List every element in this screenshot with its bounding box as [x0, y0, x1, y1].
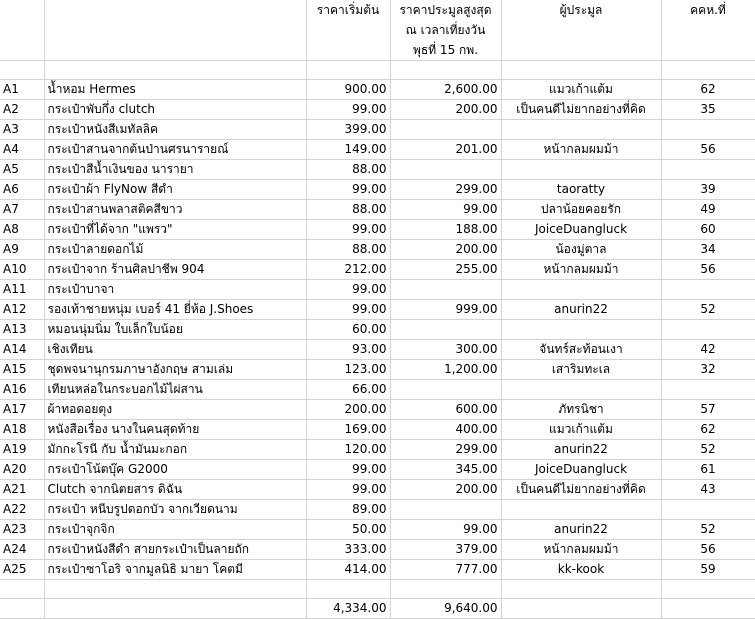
cell-bidder[interactable]	[501, 280, 661, 300]
cell-member-no[interactable]: 60	[661, 220, 755, 240]
cell-start-price[interactable]: 88.00	[306, 240, 390, 260]
empty-cell[interactable]	[44, 599, 306, 619]
cell-top-bid[interactable]: 300.00	[390, 340, 501, 360]
cell-code[interactable]: A13	[0, 320, 44, 340]
header-member-no[interactable]: คคห.ที่	[661, 0, 755, 61]
cell-top-bid[interactable]: 400.00	[390, 420, 501, 440]
cell-start-price[interactable]: 99.00	[306, 180, 390, 200]
empty-cell[interactable]	[306, 61, 390, 80]
table-row	[0, 80, 755, 100]
table-row	[0, 520, 755, 540]
cell-member-no[interactable]: 62	[661, 420, 755, 440]
cell-start-price[interactable]: 99.00	[306, 100, 390, 120]
cell-member-no[interactable]: 62	[661, 80, 755, 100]
cell-top-bid[interactable]: 2,600.00	[390, 80, 501, 100]
cell-code[interactable]: A9	[0, 240, 44, 260]
cell-bidder[interactable]: เป็นคนดีไม่ยากอย่างที่คิด	[501, 480, 661, 500]
cell-bidder[interactable]: จันทร์สะท้อนเงา	[501, 340, 661, 360]
header-cell-item[interactable]	[44, 0, 306, 61]
table-row	[0, 540, 755, 560]
empty-cell[interactable]	[661, 599, 755, 619]
cell-item[interactable]: กระเป๋าหนังสีเมทัลลิค	[44, 120, 306, 140]
cell-item[interactable]: กระเป๋าหนังสีดำ สายกระเป๋าเป็นลายถัก	[44, 540, 306, 560]
cell-code[interactable]: A22	[0, 500, 44, 520]
cell-top-bid[interactable]: 299.00	[390, 440, 501, 460]
cell-item[interactable]: เชิงเทียน	[44, 340, 306, 360]
cell-code[interactable]: A2	[0, 100, 44, 120]
cell-bidder[interactable]: แมวเก้าแต้ม	[501, 80, 661, 100]
table-row	[0, 140, 755, 160]
cell-top-bid[interactable]: 299.00	[390, 180, 501, 200]
cell-code[interactable]: A12	[0, 300, 44, 320]
cell-code[interactable]: A25	[0, 560, 44, 580]
cell-top-bid[interactable]	[390, 380, 501, 400]
header-cell-code[interactable]	[0, 0, 44, 61]
cell-start-price[interactable]: 123.00	[306, 360, 390, 380]
cell-item[interactable]: น้ำหอม Hermes	[44, 80, 306, 100]
cell-top-bid[interactable]: 201.00	[390, 140, 501, 160]
cell-start-price[interactable]: 200.00	[306, 400, 390, 420]
table-row	[0, 300, 755, 320]
cell-item[interactable]: กระเป๋าโน้ตบุ๊ค G2000	[44, 460, 306, 480]
cell-top-bid[interactable]	[390, 500, 501, 520]
table-row	[0, 200, 755, 220]
empty-cell[interactable]	[661, 580, 755, 599]
cell-bidder[interactable]: taoratty	[501, 180, 661, 200]
cell-code[interactable]: A1	[0, 80, 44, 100]
cell-top-bid[interactable]: 99.00	[390, 200, 501, 220]
cell-code[interactable]: A17	[0, 400, 44, 420]
cell-bidder[interactable]: JoiceDuangluck	[501, 460, 661, 480]
cell-code[interactable]: A24	[0, 540, 44, 560]
cell-member-no[interactable]: 42	[661, 340, 755, 360]
cell-bidder[interactable]: anurin22	[501, 440, 661, 460]
cell-member-no[interactable]: 57	[661, 400, 755, 420]
cell-item[interactable]: กระเป๋าพับกึ่ง clutch	[44, 100, 306, 120]
table-row	[0, 260, 755, 280]
cell-start-price[interactable]: 99.00	[306, 220, 390, 240]
total-top-bid[interactable]: 9,640.00	[390, 599, 501, 619]
cell-start-price[interactable]: 333.00	[306, 540, 390, 560]
empty-cell[interactable]	[501, 61, 661, 80]
cell-code[interactable]: A16	[0, 380, 44, 400]
header-row	[0, 0, 755, 61]
cell-bidder[interactable]	[501, 120, 661, 140]
cell-code[interactable]: A6	[0, 180, 44, 200]
cell-member-no[interactable]: 35	[661, 100, 755, 120]
cell-start-price[interactable]: 50.00	[306, 520, 390, 540]
empty-cell[interactable]	[0, 580, 44, 599]
cell-member-no[interactable]: 56	[661, 540, 755, 560]
cell-top-bid[interactable]	[390, 160, 501, 180]
table-row	[0, 500, 755, 520]
cell-code[interactable]: A23	[0, 520, 44, 540]
empty-cell[interactable]	[0, 61, 44, 80]
blank-row	[0, 580, 755, 599]
cell-item[interactable]: กระเป๋าจุกจิก	[44, 520, 306, 540]
cell-member-no[interactable]: 43	[661, 480, 755, 500]
cell-member-no[interactable]: 61	[661, 460, 755, 480]
table-row	[0, 560, 755, 580]
cell-item[interactable]: หนังสือเรื่อง นางในคนสุดท้าย	[44, 420, 306, 440]
cell-start-price[interactable]: 88.00	[306, 200, 390, 220]
table-row	[0, 460, 755, 480]
cell-bidder[interactable]: เสาริมทะเล	[501, 360, 661, 380]
empty-cell[interactable]	[44, 580, 306, 599]
header-top-bid-line2: ณ เวลาเที่ยงวัน	[405, 23, 486, 37]
table-row	[0, 280, 755, 300]
cell-item[interactable]: ชุดพจนานุกรมภาษาอังกฤษ สามเล่ม	[44, 360, 306, 380]
cell-member-no[interactable]	[661, 280, 755, 300]
total-start-price[interactable]: 4,334.00	[306, 599, 390, 619]
empty-cell[interactable]	[0, 599, 44, 619]
cell-top-bid[interactable]	[390, 280, 501, 300]
cell-member-no[interactable]: 56	[661, 260, 755, 280]
cell-member-no[interactable]	[661, 120, 755, 140]
cell-start-price[interactable]: 88.00	[306, 160, 390, 180]
cell-code[interactable]: A20	[0, 460, 44, 480]
cell-item[interactable]: กระเป๋าสีน้ำเงินของ นารายา	[44, 160, 306, 180]
table-row	[0, 180, 755, 200]
cell-code[interactable]: A11	[0, 280, 44, 300]
cell-bidder[interactable]: ปลาน้อยคอยรัก	[501, 200, 661, 220]
cell-code[interactable]: A18	[0, 420, 44, 440]
cell-bidder[interactable]: ภัทรนิชา	[501, 400, 661, 420]
cell-item[interactable]: ผ้าทอดอยตุง	[44, 400, 306, 420]
cell-item[interactable]: เทียนหล่อในกระบอกไม้ไผ่สาน	[44, 380, 306, 400]
cell-code[interactable]: A3	[0, 120, 44, 140]
totals-row	[0, 599, 755, 619]
cell-top-bid[interactable]: 600.00	[390, 400, 501, 420]
table-row	[0, 220, 755, 240]
cell-bidder[interactable]	[501, 160, 661, 180]
cell-top-bid[interactable]: 200.00	[390, 100, 501, 120]
cell-member-no[interactable]: 34	[661, 240, 755, 260]
cell-code[interactable]: A19	[0, 440, 44, 460]
cell-top-bid[interactable]: 777.00	[390, 560, 501, 580]
cell-item[interactable]: กระเป๋าสานจากต้นป่านศรนารายณ์	[44, 140, 306, 160]
cell-code[interactable]: A14	[0, 340, 44, 360]
cell-item[interactable]: หมอนนุ่มนิ่ม ใบเล็กใบน้อย	[44, 320, 306, 340]
cell-member-no[interactable]: 49	[661, 200, 755, 220]
table-row	[0, 360, 755, 380]
table-row	[0, 160, 755, 180]
cell-member-no[interactable]	[661, 500, 755, 520]
table-row	[0, 420, 755, 440]
cell-top-bid[interactable]: 200.00	[390, 480, 501, 500]
cell-bidder[interactable]	[501, 380, 661, 400]
cell-top-bid[interactable]: 345.00	[390, 460, 501, 480]
empty-cell[interactable]	[390, 61, 501, 80]
cell-bidder[interactable]: หน้ากลมผมม้า	[501, 140, 661, 160]
table-row	[0, 240, 755, 260]
header-start-price[interactable]: ราคาเริ่มต้น	[306, 0, 390, 61]
table-row	[0, 380, 755, 400]
cell-member-no[interactable]: 59	[661, 560, 755, 580]
cell-start-price[interactable]: 99.00	[306, 480, 390, 500]
cell-member-no[interactable]	[661, 380, 755, 400]
table-row	[0, 320, 755, 340]
cell-code[interactable]: A5	[0, 160, 44, 180]
cell-code[interactable]: A15	[0, 360, 44, 380]
table-row	[0, 120, 755, 140]
cell-bidder[interactable]: เป็นคนดีไม่ยากอย่างที่คิด	[501, 100, 661, 120]
cell-item[interactable]: กระเป๋า หนีบรูปดอกบัว จากเวียดนาม	[44, 500, 306, 520]
cell-start-price[interactable]: 900.00	[306, 80, 390, 100]
cell-bidder[interactable]: anurin22	[501, 300, 661, 320]
cell-item[interactable]: มักกะโรนี กับ น้ำมันมะกอก	[44, 440, 306, 460]
empty-cell[interactable]	[501, 580, 661, 599]
cell-top-bid[interactable]: 200.00	[390, 240, 501, 260]
empty-cell[interactable]	[306, 580, 390, 599]
cell-top-bid[interactable]	[390, 120, 501, 140]
cell-start-price[interactable]: 169.00	[306, 420, 390, 440]
cell-bidder[interactable]: หน้ากลมผมม้า	[501, 540, 661, 560]
cell-start-price[interactable]: 212.00	[306, 260, 390, 280]
cell-top-bid[interactable]: 99.00	[390, 520, 501, 540]
cell-code[interactable]: A7	[0, 200, 44, 220]
cell-start-price[interactable]: 414.00	[306, 560, 390, 580]
cell-top-bid[interactable]: 188.00	[390, 220, 501, 240]
cell-bidder[interactable]	[501, 320, 661, 340]
table-row	[0, 440, 755, 460]
cell-member-no[interactable]: 52	[661, 520, 755, 540]
cell-item[interactable]: กระเป๋าผ้า FlyNow สีดำ	[44, 180, 306, 200]
cell-member-no[interactable]	[661, 320, 755, 340]
cell-start-price[interactable]: 66.00	[306, 380, 390, 400]
cell-start-price[interactable]: 89.00	[306, 500, 390, 520]
blank-row	[0, 61, 755, 80]
table-row	[0, 340, 755, 360]
cell-item[interactable]: กระเป๋าที่ได้จาก "แพรว"	[44, 220, 306, 240]
cell-start-price[interactable]: 399.00	[306, 120, 390, 140]
empty-cell[interactable]	[44, 61, 306, 80]
cell-code[interactable]: A4	[0, 140, 44, 160]
cell-bidder[interactable]: JoiceDuangluck	[501, 220, 661, 240]
header-bidder[interactable]: ผู้ประมูล	[501, 0, 661, 61]
cell-top-bid[interactable]: 379.00	[390, 540, 501, 560]
cell-item[interactable]: รองเท้าชายหนุ่ม เบอร์ 41 ยี่ห้อ J.Shoes	[44, 300, 306, 320]
cell-bidder[interactable]	[501, 500, 661, 520]
cell-item[interactable]: กระเป๋าสานพลาสติคสีขาว	[44, 200, 306, 220]
empty-cell[interactable]	[501, 599, 661, 619]
cell-member-no[interactable]: 39	[661, 180, 755, 200]
cell-top-bid[interactable]	[390, 320, 501, 340]
cell-start-price[interactable]: 149.00	[306, 140, 390, 160]
cell-code[interactable]: A21	[0, 480, 44, 500]
cell-member-no[interactable]: 32	[661, 360, 755, 380]
cell-top-bid[interactable]: 1,200.00	[390, 360, 501, 380]
cell-code[interactable]: A8	[0, 220, 44, 240]
cell-bidder[interactable]: anurin22	[501, 520, 661, 540]
cell-item[interactable]: กระเป๋าบาจา	[44, 280, 306, 300]
cell-member-no[interactable]: 56	[661, 140, 755, 160]
cell-code[interactable]: A10	[0, 260, 44, 280]
table-row	[0, 100, 755, 120]
header-top-bid-line3: พุธที่ 15 กพ.	[412, 43, 479, 57]
cell-start-price[interactable]: 120.00	[306, 440, 390, 460]
cell-member-no[interactable]: 52	[661, 440, 755, 460]
table-row	[0, 400, 755, 420]
empty-cell[interactable]	[661, 61, 755, 80]
cell-top-bid[interactable]: 999.00	[390, 300, 501, 320]
empty-cell[interactable]	[390, 580, 501, 599]
cell-member-no[interactable]: 52	[661, 300, 755, 320]
table-row	[0, 480, 755, 500]
cell-start-price[interactable]: 99.00	[306, 300, 390, 320]
cell-item[interactable]: Clutch จากนิตยสาร ดิฉัน	[44, 480, 306, 500]
header-top-bid-line1: ราคาประมูลสูงสุด	[399, 3, 492, 17]
cell-bidder[interactable]: แมวเก้าแต้ม	[501, 420, 661, 440]
cell-member-no[interactable]	[661, 160, 755, 180]
cell-start-price[interactable]: 60.00	[306, 320, 390, 340]
cell-item[interactable]: กระเป๋าซาโอริ จากมูลนิธิ มายา โคตมี	[44, 560, 306, 580]
cell-item[interactable]: กระเป๋าลายดอกไม้	[44, 240, 306, 260]
header-top-bid[interactable]	[390, 0, 501, 61]
cell-bidder[interactable]: หน้ากลมผมม้า	[501, 260, 661, 280]
cell-bidder[interactable]: น้องมู่ตาล	[501, 240, 661, 260]
cell-item[interactable]: กระเป๋าจาก ร้านศิลปาชีพ 904	[44, 260, 306, 280]
cell-start-price[interactable]: 93.00	[306, 340, 390, 360]
cell-start-price[interactable]: 99.00	[306, 460, 390, 480]
cell-start-price[interactable]: 99.00	[306, 280, 390, 300]
cell-bidder[interactable]: kk-kook	[501, 560, 661, 580]
cell-top-bid[interactable]: 255.00	[390, 260, 501, 280]
